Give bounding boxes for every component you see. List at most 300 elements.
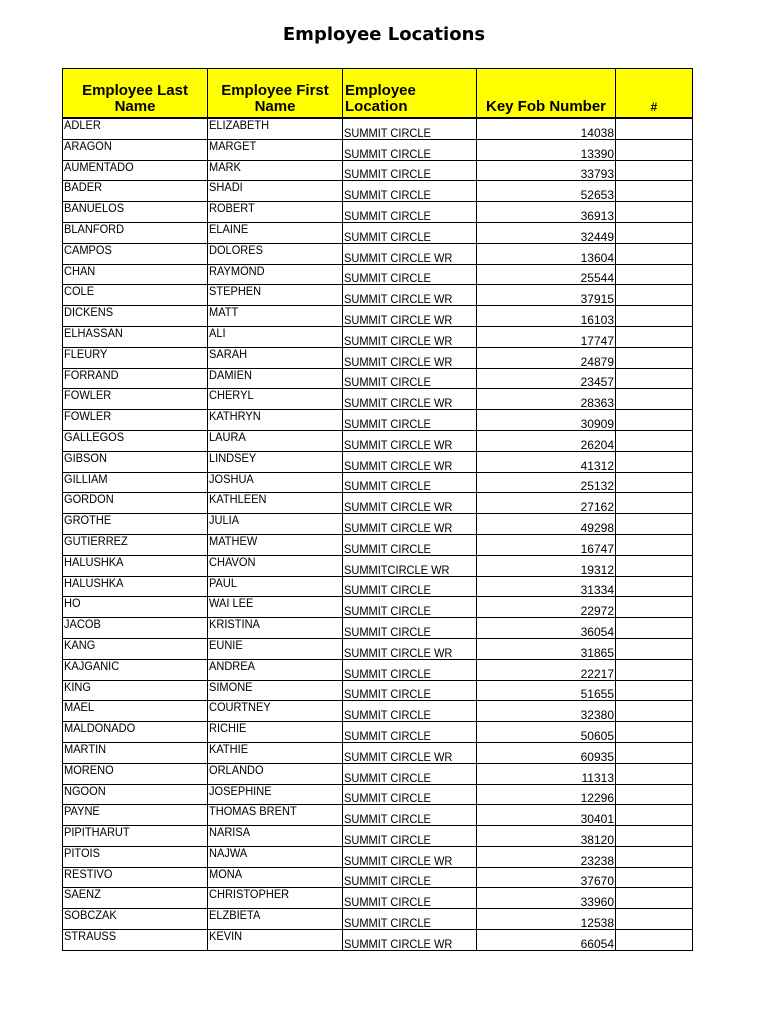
cell-last-name (63, 368, 208, 389)
cell-first-name-text: JOSEPHINE (209, 784, 272, 798)
cell-key-fob: 30909 (477, 410, 616, 431)
cell-location (343, 659, 477, 680)
cell-first-name (208, 389, 343, 410)
table-row (63, 722, 693, 743)
cell-last-name-text: GIBSON (64, 451, 107, 465)
cell-location (343, 389, 477, 410)
cell-location (343, 763, 477, 784)
cell-hash (616, 389, 693, 410)
cell-last-name-text: PITOIS (64, 846, 100, 860)
cell-first-name-text: CHRISTOPHER (209, 887, 290, 902)
cell-key-fob: 36054 (477, 618, 616, 639)
cell-location (343, 784, 477, 805)
cell-location (343, 243, 477, 264)
cell-last-name (63, 805, 208, 826)
cell-location-text: SUMMIT CIRCLE (344, 583, 431, 597)
cell-first-name (208, 347, 343, 368)
cell-location (343, 930, 477, 951)
cell-last-name-text: GILLIAM (64, 472, 108, 486)
cell-key-fob: 12296 (477, 784, 616, 805)
table-row (63, 160, 693, 181)
table-row (63, 576, 693, 597)
cell-first-name (208, 742, 343, 763)
cell-first-name (208, 181, 343, 202)
table-row (63, 493, 693, 514)
cell-first-name (208, 722, 343, 743)
cell-location (343, 888, 477, 909)
cell-first-name (208, 805, 343, 826)
cell-first-name (208, 618, 343, 639)
cell-first-name (208, 326, 343, 347)
cell-last-name (63, 389, 208, 410)
cell-first-name (208, 160, 343, 181)
cell-first-name-text: DAMIEN (209, 368, 252, 382)
cell-last-name-text: MARTIN (64, 742, 107, 756)
cell-location (343, 285, 477, 306)
cell-first-name (208, 430, 343, 451)
cell-first-name-text: MONA (209, 867, 243, 881)
cell-last-name-text: PIPITHARUT (64, 825, 130, 840)
column-header-last-name: Employee Last Name (63, 69, 208, 119)
cell-first-name-text: WAI LEE (209, 596, 254, 611)
cell-location (343, 306, 477, 327)
cell-location-text: SUMMIT CIRCLE WR (344, 853, 453, 868)
cell-first-name-text: KATHRYN (209, 409, 261, 424)
cell-location-text: SUMMIT CIRCLE (344, 479, 431, 493)
cell-first-name-text: JOSHUA (209, 472, 254, 486)
cell-hash (616, 243, 693, 264)
cell-key-fob: 28363 (477, 389, 616, 410)
column-header-first-name: Employee First Name (208, 69, 343, 119)
table-row (63, 430, 693, 451)
cell-location-text: SUMMIT CIRCLE (344, 791, 431, 805)
cell-key-fob: 52653 (477, 181, 616, 202)
cell-first-name-text: MARGET (209, 139, 257, 153)
cell-key-fob: 16103 (477, 306, 616, 327)
table-row (63, 826, 693, 847)
cell-key-fob: 22217 (477, 659, 616, 680)
cell-location-text: SUMMITCIRCLE WR (344, 562, 450, 577)
cell-key-fob: 33793 (477, 160, 616, 181)
cell-first-name (208, 243, 343, 264)
table-row (63, 243, 693, 264)
cell-last-name (63, 139, 208, 160)
cell-last-name (63, 555, 208, 576)
table-row (63, 451, 693, 472)
cell-hash (616, 347, 693, 368)
cell-first-name-text: SHADI (209, 180, 243, 195)
column-header-hash: # (616, 69, 693, 119)
table-row (63, 618, 693, 639)
cell-last-name (63, 118, 208, 139)
table-row (63, 805, 693, 826)
cell-last-name-text: FOWLER (64, 409, 112, 424)
table-row (63, 347, 693, 368)
cell-key-fob: 12538 (477, 909, 616, 930)
cell-key-fob: 19312 (477, 555, 616, 576)
cell-last-name (63, 930, 208, 951)
cell-last-name-text: ELHASSAN (64, 326, 123, 340)
cell-first-name (208, 763, 343, 784)
cell-first-name-text: RAYMOND (209, 264, 265, 278)
cell-location (343, 326, 477, 347)
cell-key-fob: 66054 (477, 930, 616, 951)
cell-location (343, 514, 477, 535)
cell-last-name (63, 576, 208, 597)
cell-hash (616, 222, 693, 243)
cell-last-name-text: BLANFORD (64, 222, 125, 236)
cell-location-text: SUMMIT CIRCLE (344, 624, 431, 639)
cell-hash (616, 659, 693, 680)
table-row (63, 659, 693, 680)
table-row (63, 264, 693, 285)
table-row (63, 597, 693, 618)
cell-first-name (208, 493, 343, 514)
cell-last-name-text: SAENZ (64, 887, 101, 902)
cell-location (343, 909, 477, 930)
cell-key-fob: 49298 (477, 514, 616, 535)
table-row (63, 472, 693, 493)
cell-location (343, 222, 477, 243)
cell-last-name (63, 680, 208, 701)
cell-location (343, 805, 477, 826)
cell-first-name-text: RICHIE (209, 721, 247, 736)
cell-location-text: SUMMIT CIRCLE WR (344, 500, 453, 514)
cell-first-name-text: EUNIE (209, 638, 243, 652)
cell-location (343, 742, 477, 763)
cell-location-text: SUMMIT CIRCLE (344, 375, 431, 389)
cell-last-name (63, 909, 208, 930)
table-body (63, 118, 693, 950)
cell-first-name-text: PAUL (209, 576, 238, 590)
cell-location-text: SUMMIT CIRCLE WR (344, 292, 453, 306)
cell-key-fob: 31865 (477, 638, 616, 659)
cell-last-name (63, 722, 208, 743)
cell-location (343, 139, 477, 160)
cell-first-name (208, 368, 343, 389)
cell-key-fob: 14038 (477, 118, 616, 139)
cell-hash (616, 493, 693, 514)
cell-first-name-text: KATHIE (209, 742, 249, 756)
cell-first-name (208, 285, 343, 306)
cell-location-text: SUMMIT CIRCLE (344, 666, 431, 681)
cell-last-name-text: COLE (64, 284, 95, 299)
cell-location-text: SUMMIT CIRCLE WR (344, 437, 453, 452)
cell-location (343, 701, 477, 722)
cell-location-text: SUMMIT CIRCLE (344, 916, 431, 930)
cell-hash (616, 597, 693, 618)
cell-first-name (208, 867, 343, 888)
cell-key-fob: 38120 (477, 826, 616, 847)
cell-key-fob: 27162 (477, 493, 616, 514)
cell-hash (616, 451, 693, 472)
cell-hash (616, 867, 693, 888)
table-row (63, 306, 693, 327)
cell-hash (616, 181, 693, 202)
cell-key-fob: 23238 (477, 846, 616, 867)
cell-last-name-text: CHAN (64, 264, 96, 278)
cell-last-name (63, 326, 208, 347)
cell-hash (616, 430, 693, 451)
cell-hash (616, 202, 693, 223)
cell-last-name-text: FORRAND (64, 368, 119, 382)
cell-first-name (208, 202, 343, 223)
cell-location (343, 202, 477, 223)
cell-first-name-text: ORLANDO (209, 763, 264, 777)
cell-hash (616, 534, 693, 555)
cell-last-name (63, 493, 208, 514)
cell-location-text: SUMMIT CIRCLE WR (344, 520, 453, 535)
cell-last-name (63, 306, 208, 327)
cell-first-name-text: KATHLEEN (209, 492, 267, 507)
cell-last-name (63, 638, 208, 659)
cell-last-name-text: CAMPOS (64, 243, 112, 257)
cell-key-fob: 22972 (477, 597, 616, 618)
employee-locations-table (62, 68, 693, 951)
table-row (63, 139, 693, 160)
column-header-location: Employee Location (343, 69, 477, 119)
cell-hash (616, 514, 693, 535)
cell-first-name (208, 555, 343, 576)
cell-last-name-text: KING (64, 680, 91, 694)
cell-hash (616, 930, 693, 951)
cell-first-name-text: DOLORES (209, 243, 263, 257)
cell-location-text: SUMMIT CIRCLE (344, 832, 431, 847)
cell-location-text: SUMMIT CIRCLE (344, 687, 431, 701)
cell-first-name-text: CHAVON (209, 555, 256, 569)
cell-first-name-text: MATHEW (209, 534, 258, 548)
cell-last-name (63, 867, 208, 888)
cell-last-name (63, 222, 208, 243)
cell-key-fob: 37670 (477, 867, 616, 888)
cell-first-name-text: MATT (209, 305, 239, 320)
cell-last-name-text: DICKENS (64, 305, 114, 320)
cell-first-name-text: ELZBIETA (209, 908, 261, 923)
cell-location (343, 680, 477, 701)
cell-first-name (208, 576, 343, 597)
table-row (63, 410, 693, 431)
header-row (63, 69, 693, 119)
cell-last-name-text: ADLER (64, 118, 101, 132)
table-row (63, 181, 693, 202)
table-row (63, 514, 693, 535)
cell-first-name-text: KEVIN (209, 929, 243, 944)
cell-location-text: SUMMIT CIRCLE (344, 188, 431, 202)
cell-first-name-text: ANDREA (209, 659, 256, 673)
cell-first-name (208, 472, 343, 493)
cell-last-name (63, 659, 208, 680)
table-row (63, 638, 693, 659)
cell-first-name (208, 826, 343, 847)
cell-first-name-text: STEPHEN (209, 284, 262, 299)
cell-location-text: SUMMIT CIRCLE (344, 604, 431, 618)
table-row (63, 763, 693, 784)
cell-key-fob: 13604 (477, 243, 616, 264)
table-row (63, 285, 693, 306)
table-row (63, 202, 693, 223)
cell-location-text: SUMMIT CIRCLE (344, 708, 431, 722)
cell-last-name-text: PAYNE (64, 804, 100, 819)
cell-location (343, 618, 477, 639)
cell-location-text: SUMMIT CIRCLE WR (344, 396, 453, 410)
cell-first-name (208, 659, 343, 680)
cell-location-text: SUMMIT CIRCLE WR (344, 458, 453, 473)
cell-last-name (63, 846, 208, 867)
cell-location-text: SUMMIT CIRCLE WR (344, 749, 453, 764)
cell-location (343, 826, 477, 847)
cell-first-name-text: MARK (209, 160, 241, 174)
cell-first-name-text: CHERYL (209, 388, 254, 403)
cell-hash (616, 306, 693, 327)
table-row (63, 389, 693, 410)
cell-last-name (63, 243, 208, 264)
cell-last-name-text: SOBCZAK (64, 908, 117, 923)
cell-last-name (63, 181, 208, 202)
cell-hash (616, 784, 693, 805)
cell-hash (616, 888, 693, 909)
cell-hash (616, 139, 693, 160)
cell-location (343, 867, 477, 888)
cell-location-text: SUMMIT CIRCLE (344, 229, 431, 244)
cell-first-name (208, 680, 343, 701)
table-row (63, 888, 693, 909)
cell-key-fob: 30401 (477, 805, 616, 826)
cell-last-name-text: GALLEGOS (64, 430, 125, 444)
cell-hash (616, 763, 693, 784)
cell-last-name (63, 514, 208, 535)
cell-last-name-text: BADER (64, 180, 103, 195)
cell-location-text: SUMMIT CIRCLE (344, 167, 431, 181)
cell-location (343, 160, 477, 181)
cell-first-name (208, 534, 343, 555)
cell-key-fob: 37915 (477, 285, 616, 306)
cell-last-name-text: FLEURY (64, 347, 108, 361)
cell-first-name-text: NAJWA (209, 846, 248, 860)
cell-location (343, 118, 477, 139)
cell-key-fob: 23457 (477, 368, 616, 389)
cell-first-name (208, 306, 343, 327)
cell-hash (616, 472, 693, 493)
cell-location (343, 430, 477, 451)
cell-location-text: SUMMIT CIRCLE (344, 416, 431, 431)
cell-first-name (208, 514, 343, 535)
cell-key-fob: 16747 (477, 534, 616, 555)
cell-location-text: SUMMIT CIRCLE WR (344, 312, 453, 327)
table-row (63, 742, 693, 763)
cell-last-name (63, 285, 208, 306)
cell-first-name-text: NARISA (209, 825, 251, 840)
cell-last-name-text: HO (64, 596, 81, 611)
cell-key-fob: 36913 (477, 202, 616, 223)
cell-last-name-text: AUMENTADO (64, 160, 134, 174)
cell-hash (616, 742, 693, 763)
cell-last-name-text: GORDON (64, 492, 114, 507)
cell-first-name-text: JULIA (209, 513, 240, 528)
cell-location-text: SUMMIT CIRCLE WR (344, 250, 453, 265)
cell-first-name-text: ALI (209, 326, 226, 340)
cell-location (343, 347, 477, 368)
cell-hash (616, 555, 693, 576)
cell-first-name-text: THOMAS BRENT (209, 804, 297, 819)
cell-last-name-text: MAEL (64, 700, 95, 715)
cell-first-name (208, 118, 343, 139)
cell-last-name (63, 826, 208, 847)
table-row (63, 867, 693, 888)
cell-hash (616, 264, 693, 285)
cell-first-name-text: LINDSEY (209, 451, 257, 465)
cell-key-fob: 25544 (477, 264, 616, 285)
cell-first-name-text: SARAH (209, 347, 248, 361)
cell-key-fob: 51655 (477, 680, 616, 701)
table-row (63, 555, 693, 576)
cell-hash (616, 326, 693, 347)
cell-location-text: SUMMIT CIRCLE (344, 125, 431, 140)
cell-location-text: SUMMIT CIRCLE (344, 541, 431, 556)
cell-first-name (208, 909, 343, 930)
cell-key-fob: 11313 (477, 763, 616, 784)
cell-location (343, 555, 477, 576)
cell-hash (616, 368, 693, 389)
cell-location-text: SUMMIT CIRCLE (344, 770, 431, 784)
cell-first-name (208, 930, 343, 951)
cell-first-name (208, 888, 343, 909)
cell-last-name-text: KAJGANIC (64, 659, 120, 673)
cell-key-fob: 32380 (477, 701, 616, 722)
cell-hash (616, 722, 693, 743)
cell-location-text: SUMMIT CIRCLE WR (344, 354, 453, 369)
cell-last-name-text: STRAUSS (64, 929, 117, 944)
cell-last-name (63, 160, 208, 181)
table-row (63, 326, 693, 347)
cell-last-name (63, 202, 208, 223)
cell-location (343, 451, 477, 472)
cell-first-name (208, 139, 343, 160)
cell-location-text: SUMMIT CIRCLE WR (344, 333, 453, 348)
cell-first-name-text: ROBERT (209, 201, 255, 216)
cell-last-name (63, 347, 208, 368)
table-row (63, 701, 693, 722)
cell-hash (616, 909, 693, 930)
cell-location-text: SUMMIT CIRCLE (344, 208, 431, 223)
cell-first-name (208, 451, 343, 472)
cell-key-fob: 13390 (477, 139, 616, 160)
cell-location-text: SUMMIT CIRCLE (344, 812, 431, 826)
cell-first-name (208, 597, 343, 618)
cell-last-name-text: HALUSHKA (64, 555, 124, 569)
table-row (63, 118, 693, 139)
cell-key-fob: 60935 (477, 742, 616, 763)
cell-first-name-text: SIMONE (209, 680, 253, 694)
cell-key-fob: 26204 (477, 430, 616, 451)
cell-last-name-text: MALDONADO (64, 721, 136, 736)
cell-last-name-text: GROTHE (64, 513, 112, 528)
cell-hash (616, 410, 693, 431)
cell-hash (616, 285, 693, 306)
cell-last-name-text: NGOON (64, 784, 106, 798)
cell-last-name-text: KANG (64, 638, 96, 652)
cell-key-fob: 41312 (477, 451, 616, 472)
cell-location-text: SUMMIT CIRCLE (344, 728, 431, 743)
cell-first-name (208, 410, 343, 431)
table-row (63, 222, 693, 243)
cell-last-name-text: RESTIVO (64, 867, 113, 881)
cell-hash (616, 805, 693, 826)
table-row (63, 846, 693, 867)
table-row (63, 784, 693, 805)
cell-hash (616, 638, 693, 659)
cell-first-name-text: KRISTINA (209, 617, 260, 632)
cell-location-text: SUMMIT CIRCLE (344, 874, 431, 888)
